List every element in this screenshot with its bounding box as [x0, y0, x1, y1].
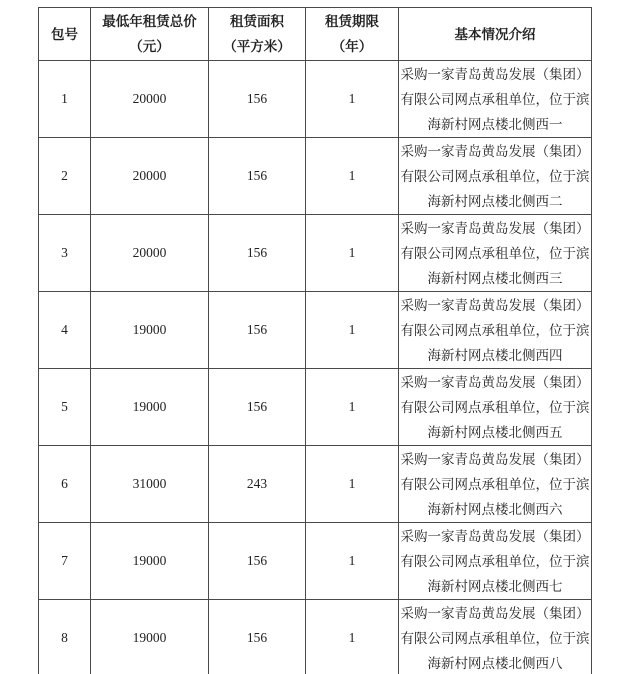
description-line: 采购一家青岛黄岛发展（集团）: [400, 528, 590, 544]
table-row: [39, 369, 592, 446]
description-line: 有限公司网点承租单位，位于滨: [400, 630, 590, 646]
table-row: [39, 600, 592, 674]
term-cell: 1: [306, 215, 399, 292]
header-unit: （平方米）: [223, 39, 291, 54]
description-line: 有限公司网点承租单位，位于滨: [400, 322, 590, 338]
area-cell: 243: [209, 446, 306, 523]
table-row: [39, 523, 592, 600]
package-no-cell: 7: [39, 523, 91, 600]
area-cell: 156: [209, 215, 306, 292]
description-line: 采购一家青岛黄岛发展（集团）: [400, 374, 590, 390]
description-cell: [399, 523, 592, 600]
term-cell: 1: [306, 600, 399, 674]
description-line: 海新村网点楼北侧西一: [427, 116, 563, 132]
term-cell: 1: [306, 61, 399, 138]
package-no-cell: 6: [39, 446, 91, 523]
header-label: 租赁面积: [230, 14, 284, 29]
description-line: 采购一家青岛黄岛发展（集团）: [400, 451, 590, 467]
price-cell: 20000: [91, 61, 209, 138]
description-line: 有限公司网点承租单位，位于滨: [400, 399, 590, 415]
header-label: 租赁期限: [325, 14, 379, 29]
table-row: [39, 292, 592, 369]
package-no-cell: 4: [39, 292, 91, 369]
description-cell: [399, 215, 592, 292]
term-cell: 1: [306, 523, 399, 600]
package-no-cell: 5: [39, 369, 91, 446]
description-line: 有限公司网点承租单位，位于滨: [400, 245, 590, 261]
description-line: 有限公司网点承租单位，位于滨: [400, 168, 590, 184]
header-label: 基本情况介绍: [454, 26, 536, 42]
description-line: 海新村网点楼北侧西七: [427, 578, 563, 594]
header-cell-min-annual-price: [91, 8, 209, 61]
term-cell: 1: [306, 292, 399, 369]
description-line: 有限公司网点承租单位，位于滨: [400, 476, 590, 492]
description-line: 海新村网点楼北侧西四: [427, 347, 563, 363]
area-cell: 156: [209, 600, 306, 674]
package-no-cell: 2: [39, 138, 91, 215]
price-cell: 19000: [91, 292, 209, 369]
area-cell: 156: [209, 61, 306, 138]
description-cell: [399, 292, 592, 369]
table-row: [39, 215, 592, 292]
header-cell-package-no: [39, 8, 91, 61]
area-cell: 156: [209, 292, 306, 369]
term-cell: 1: [306, 446, 399, 523]
description-line: 有限公司网点承租单位，位于滨: [400, 91, 590, 107]
description-line: 采购一家青岛黄岛发展（集团）: [400, 66, 590, 82]
price-cell: 19000: [91, 600, 209, 674]
header-cell-rental-term: [306, 8, 399, 61]
table-row: [39, 446, 592, 523]
header-cell-basic-info: [399, 8, 592, 61]
description-cell: [399, 600, 592, 674]
term-cell: 1: [306, 138, 399, 215]
header-label: 最低年租赁总价: [102, 14, 197, 29]
package-no-cell: 8: [39, 600, 91, 674]
table-header-row: [39, 8, 592, 61]
description-cell: [399, 61, 592, 138]
package-no-cell: 1: [39, 61, 91, 138]
description-line: 海新村网点楼北侧西六: [427, 501, 563, 517]
description-line: 采购一家青岛黄岛发展（集团）: [400, 297, 590, 313]
description-line: 采购一家青岛黄岛发展（集团）: [400, 143, 590, 159]
header-unit: （年）: [331, 39, 373, 54]
header-cell-rental-area: [209, 8, 306, 61]
description-line: 海新村网点楼北侧西五: [427, 424, 563, 440]
area-cell: 156: [209, 369, 306, 446]
term-cell: 1: [306, 369, 399, 446]
table-row: [39, 138, 592, 215]
table-row: [39, 61, 592, 138]
description-line: 海新村网点楼北侧西八: [427, 655, 563, 671]
description-cell: [399, 138, 592, 215]
header-unit: （元）: [129, 39, 170, 54]
area-cell: 156: [209, 523, 306, 600]
description-line: 海新村网点楼北侧西三: [427, 270, 563, 286]
price-cell: 20000: [91, 215, 209, 292]
price-cell: 19000: [91, 523, 209, 600]
rental-packages-table: [38, 7, 592, 674]
header-label: 包号: [51, 26, 78, 42]
description-line: 海新村网点楼北侧西二: [427, 193, 563, 209]
description-line: 采购一家青岛黄岛发展（集团）: [400, 605, 590, 621]
area-cell: 156: [209, 138, 306, 215]
price-cell: 31000: [91, 446, 209, 523]
description-line: 采购一家青岛黄岛发展（集团）: [400, 220, 590, 236]
description-line: 有限公司网点承租单位，位于滨: [400, 553, 590, 569]
price-cell: 20000: [91, 138, 209, 215]
description-cell: [399, 446, 592, 523]
package-no-cell: 3: [39, 215, 91, 292]
price-cell: 19000: [91, 369, 209, 446]
description-cell: [399, 369, 592, 446]
